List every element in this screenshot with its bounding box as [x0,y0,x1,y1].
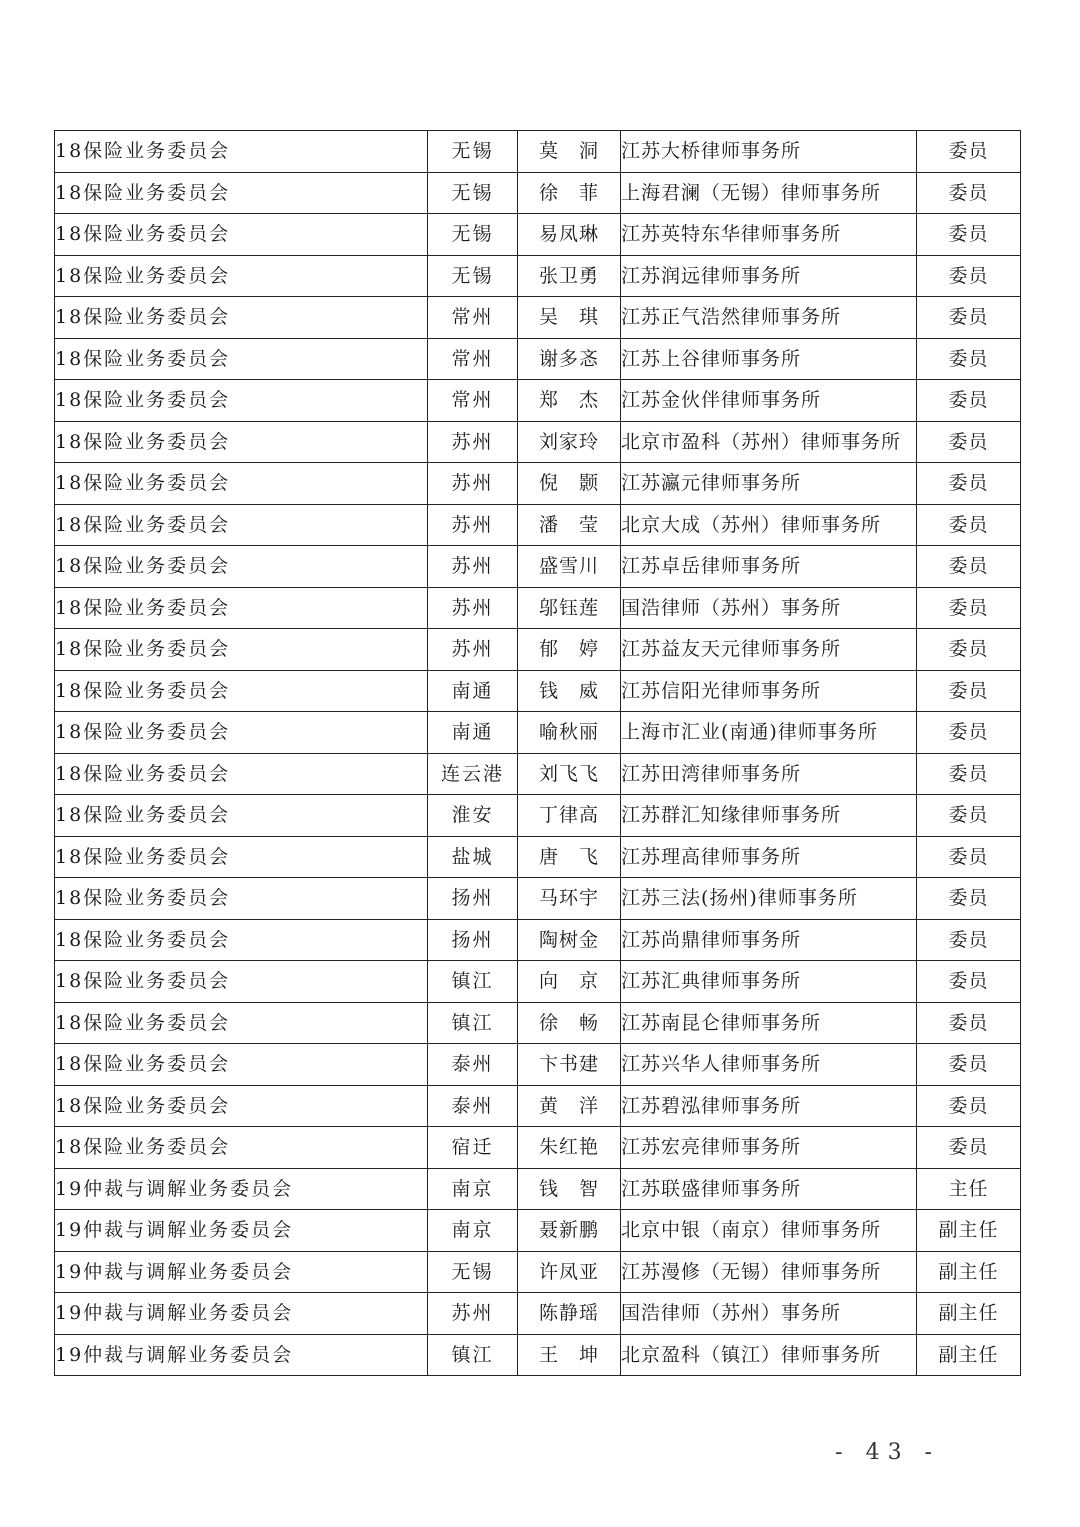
city-cell: 无锡 [428,1251,518,1293]
role-cell: 委员 [917,670,1021,712]
table-row [55,1085,1021,1127]
table-row [55,546,1021,588]
law-firm-cell: 江苏碧泓律师事务所 [621,1085,917,1127]
law-firm-cell: 国浩律师（苏州）事务所 [621,587,917,629]
law-firm-cell: 江苏益友天元律师事务所 [621,629,917,671]
role-cell: 委员 [917,795,1021,837]
name-cell: 朱红艳 [518,1127,621,1169]
role-cell: 委员 [917,131,1021,173]
table-row [55,1210,1021,1252]
role-cell: 委员 [917,380,1021,422]
role-cell: 委员 [917,421,1021,463]
committee-cell: 18保险业务委员会 [55,919,428,961]
city-cell: 泰州 [428,1085,518,1127]
role-cell: 委员 [917,546,1021,588]
committee-cell: 19仲裁与调解业务委员会 [55,1168,428,1210]
page-number [0,1440,1080,1465]
name-cell: 张卫勇 [518,255,621,297]
name-cell: 许凤亚 [518,1251,621,1293]
role-cell: 副主任 [917,1251,1021,1293]
name-cell: 陈静瑶 [518,1293,621,1335]
name-cell: 莫 洞 [518,131,621,173]
table-row [55,629,1021,671]
law-firm-cell: 北京盈科（镇江）律师事务所 [621,1334,917,1376]
role-cell: 委员 [917,504,1021,546]
committee-cell: 18保险业务委员会 [55,172,428,214]
name-cell: 钱 威 [518,670,621,712]
law-firm-cell: 北京大成（苏州）律师事务所 [621,504,917,546]
law-firm-cell: 江苏上谷律师事务所 [621,338,917,380]
role-cell: 副主任 [917,1210,1021,1252]
law-firm-cell: 江苏信阳光律师事务所 [621,670,917,712]
law-firm-cell: 江苏南昆仑律师事务所 [621,1002,917,1044]
table-row [55,380,1021,422]
committee-cell: 18保险业务委员会 [55,380,428,422]
table-row [55,1251,1021,1293]
role-cell: 委员 [917,961,1021,1003]
name-cell: 王 坤 [518,1334,621,1376]
name-cell: 徐 畅 [518,1002,621,1044]
city-cell: 盐城 [428,836,518,878]
name-cell: 易凤琳 [518,214,621,256]
committee-cell: 18保险业务委员会 [55,670,428,712]
city-cell: 淮安 [428,795,518,837]
committee-cell: 18保险业务委员会 [55,1044,428,1086]
role-cell: 委员 [917,587,1021,629]
committee-cell: 18保险业务委员会 [55,1002,428,1044]
law-firm-cell: 江苏卓岳律师事务所 [621,546,917,588]
role-cell: 委员 [917,629,1021,671]
table-row [55,1293,1021,1335]
city-cell: 镇江 [428,961,518,1003]
law-firm-cell: 江苏联盛律师事务所 [621,1168,917,1210]
role-cell: 主任 [917,1168,1021,1210]
table-row [55,172,1021,214]
law-firm-cell: 江苏正气浩然律师事务所 [621,297,917,339]
committee-cell: 18保险业务委员会 [55,587,428,629]
table-row [55,214,1021,256]
committee-cell: 18保险业务委员会 [55,546,428,588]
city-cell: 无锡 [428,255,518,297]
city-cell: 苏州 [428,504,518,546]
name-cell: 倪 颢 [518,463,621,505]
table-row [55,131,1021,173]
name-cell: 陶树金 [518,919,621,961]
committee-cell: 18保险业务委员会 [55,712,428,754]
committee-cell: 18保险业务委员会 [55,131,428,173]
table-row [55,670,1021,712]
table-row [55,795,1021,837]
committee-cell: 18保险业务委员会 [55,214,428,256]
city-cell: 常州 [428,297,518,339]
role-cell: 委员 [917,1002,1021,1044]
committee-cell: 18保险业务委员会 [55,1127,428,1169]
name-cell: 谢多忞 [518,338,621,380]
committee-cell: 18保险业务委员会 [55,753,428,795]
name-cell: 黄 洋 [518,1085,621,1127]
name-cell: 喻秋丽 [518,712,621,754]
name-cell: 盛雪川 [518,546,621,588]
committee-cell: 18保险业务委员会 [55,878,428,920]
table-row [55,836,1021,878]
city-cell: 镇江 [428,1334,518,1376]
city-cell: 宿迁 [428,1127,518,1169]
committee-cell: 18保险业务委员会 [55,795,428,837]
city-cell: 苏州 [428,421,518,463]
committee-cell: 18保险业务委员会 [55,629,428,671]
city-cell: 苏州 [428,629,518,671]
law-firm-cell: 江苏瀛元律师事务所 [621,463,917,505]
table-row [55,1127,1021,1169]
law-firm-cell: 江苏群汇知缘律师事务所 [621,795,917,837]
committee-cell: 18保险业务委员会 [55,504,428,546]
committee-cell: 18保险业务委员会 [55,1085,428,1127]
table-row [55,297,1021,339]
city-cell: 苏州 [428,546,518,588]
role-cell: 委员 [917,753,1021,795]
name-cell: 吴 琪 [518,297,621,339]
law-firm-cell: 江苏尚鼎律师事务所 [621,919,917,961]
name-cell: 唐 飞 [518,836,621,878]
role-cell: 委员 [917,1127,1021,1169]
role-cell: 委员 [917,1044,1021,1086]
city-cell: 镇江 [428,1002,518,1044]
law-firm-cell: 江苏金伙伴律师事务所 [621,380,917,422]
city-cell: 南京 [428,1168,518,1210]
committee-cell: 18保险业务委员会 [55,421,428,463]
law-firm-cell: 江苏三法(扬州)律师事务所 [621,878,917,920]
city-cell: 连云港 [428,753,518,795]
name-cell: 郁 婷 [518,629,621,671]
committee-cell: 18保险业务委员会 [55,297,428,339]
law-firm-cell: 国浩律师（苏州）事务所 [621,1293,917,1335]
table-row [55,504,1021,546]
city-cell: 南通 [428,712,518,754]
name-cell: 马环宇 [518,878,621,920]
city-cell: 泰州 [428,1044,518,1086]
city-cell: 苏州 [428,1293,518,1335]
role-cell: 委员 [917,297,1021,339]
city-cell: 常州 [428,338,518,380]
name-cell: 徐 菲 [518,172,621,214]
law-firm-cell: 江苏理高律师事务所 [621,836,917,878]
law-firm-cell: 江苏润远律师事务所 [621,255,917,297]
name-cell: 刘飞飞 [518,753,621,795]
law-firm-cell: 江苏宏亮律师事务所 [621,1127,917,1169]
table-row [55,255,1021,297]
city-cell: 南通 [428,670,518,712]
law-firm-cell: 江苏兴华人律师事务所 [621,1044,917,1086]
name-cell: 刘家玲 [518,421,621,463]
law-firm-cell: 江苏漫修（无锡）律师事务所 [621,1251,917,1293]
committee-cell: 18保险业务委员会 [55,961,428,1003]
committee-cell: 19仲裁与调解业务委员会 [55,1293,428,1335]
committee-roster-table [54,130,1021,1376]
city-cell: 南京 [428,1210,518,1252]
committee-cell: 18保险业务委员会 [55,836,428,878]
table-row [55,919,1021,961]
law-firm-cell: 北京中银（南京）律师事务所 [621,1210,917,1252]
table-row [55,463,1021,505]
role-cell: 委员 [917,878,1021,920]
table-row [55,1168,1021,1210]
role-cell: 委员 [917,712,1021,754]
role-cell: 委员 [917,172,1021,214]
name-cell: 潘 莹 [518,504,621,546]
name-cell: 钱 智 [518,1168,621,1210]
law-firm-cell: 上海君澜（无锡）律师事务所 [621,172,917,214]
city-cell: 苏州 [428,463,518,505]
table-row [55,587,1021,629]
law-firm-cell: 江苏田湾律师事务所 [621,753,917,795]
page-number-text: - 43 - [835,1440,940,1465]
city-cell: 常州 [428,380,518,422]
committee-cell: 19仲裁与调解业务委员会 [55,1210,428,1252]
table-row [55,1044,1021,1086]
name-cell: 郑 杰 [518,380,621,422]
city-cell: 无锡 [428,214,518,256]
role-cell: 委员 [917,919,1021,961]
role-cell: 委员 [917,1085,1021,1127]
role-cell: 委员 [917,463,1021,505]
city-cell: 无锡 [428,131,518,173]
name-cell: 向 京 [518,961,621,1003]
table-row [55,753,1021,795]
name-cell: 聂新鹏 [518,1210,621,1252]
role-cell: 副主任 [917,1293,1021,1335]
table-row [55,712,1021,754]
law-firm-cell: 江苏汇典律师事务所 [621,961,917,1003]
city-cell: 无锡 [428,172,518,214]
role-cell: 委员 [917,338,1021,380]
name-cell: 邬钰莲 [518,587,621,629]
roster-body [55,131,1021,1376]
name-cell: 丁律高 [518,795,621,837]
table-row [55,338,1021,380]
city-cell: 苏州 [428,587,518,629]
committee-cell: 18保险业务委员会 [55,255,428,297]
role-cell: 委员 [917,836,1021,878]
law-firm-cell: 北京市盈科（苏州）律师事务所 [621,421,917,463]
committee-cell: 19仲裁与调解业务委员会 [55,1251,428,1293]
role-cell: 副主任 [917,1334,1021,1376]
city-cell: 扬州 [428,919,518,961]
name-cell: 卞书建 [518,1044,621,1086]
table-row [55,1334,1021,1376]
committee-cell: 18保险业务委员会 [55,338,428,380]
table-row [55,421,1021,463]
committee-cell: 18保险业务委员会 [55,463,428,505]
city-cell: 扬州 [428,878,518,920]
table-row [55,1002,1021,1044]
role-cell: 委员 [917,255,1021,297]
law-firm-cell: 江苏大桥律师事务所 [621,131,917,173]
law-firm-cell: 上海市汇业(南通)律师事务所 [621,712,917,754]
law-firm-cell: 江苏英特东华律师事务所 [621,214,917,256]
committee-cell: 19仲裁与调解业务委员会 [55,1334,428,1376]
table-row [55,961,1021,1003]
role-cell: 委员 [917,214,1021,256]
table-row [55,878,1021,920]
